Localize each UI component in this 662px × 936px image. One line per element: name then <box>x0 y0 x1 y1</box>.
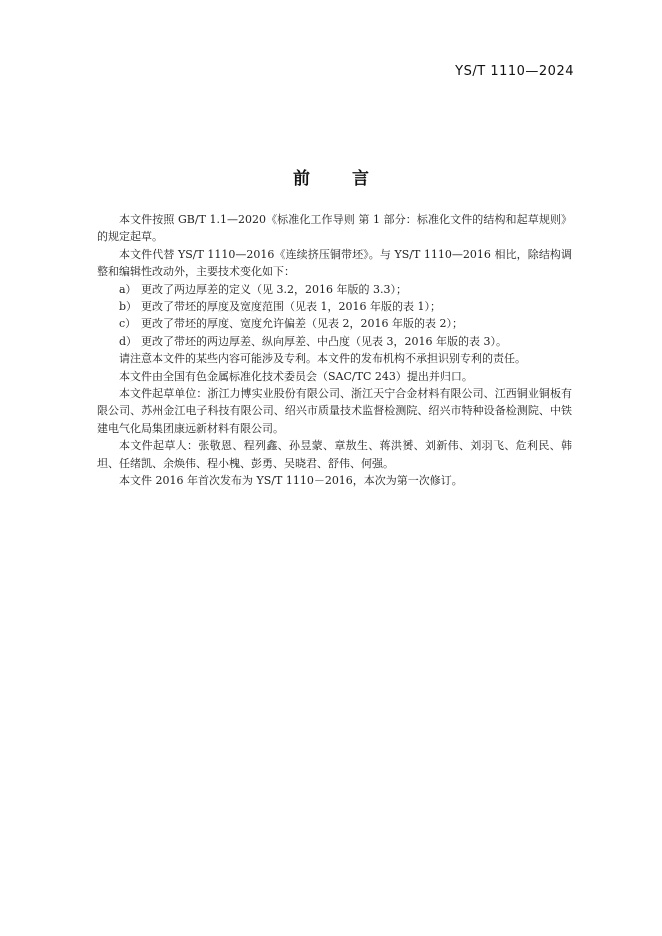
paragraph-replacement: 本文件代替 YS/T 1110—2016《连续挤压铜带坯》。与 YS/T 1110—2016 相比，除结构调整和编辑性改动外，主要技术变化如下： <box>97 247 572 279</box>
paragraph-history: 本文件 2016 年首次发布为 YS/T 1110－2016，本次为第一次修订。 <box>119 474 463 488</box>
list-marker: d） <box>119 334 138 348</box>
list-item <box>97 298 572 315</box>
paragraph-drafting-rules: 本文件按照 GB/T 1.1—2020《标准化工作导则 第 1 部分：标准化文件的结构和起草规则》的规定起草。 <box>97 213 572 244</box>
list-item-text: 更改了带坯的厚度及宽度范围（见表 1，2016 年版的表 1）； <box>141 300 441 314</box>
paragraph-drafters: 本文件起草人：张敬恩、程列鑫、孙昱蒙、章敖生、蒋洪赟、刘新伟、刘羽飞、危利民、韩坦、任绪凯、余焕伟、程小槐、彭勇、吴晓君、舒伟、何强。 <box>97 439 572 470</box>
list-item-text: 更改了带坯的两边厚差、纵向厚差、中凸度（见表 3，2016 年版的表 3）。 <box>141 334 507 348</box>
list-item <box>97 315 572 332</box>
paragraph-patent-notice: 请注意本文件的某些内容可能涉及专利。本文件的发布机构不承担识别专利的责任。 <box>119 352 526 366</box>
list-marker: c） <box>119 317 137 331</box>
list-item-text: 更改了带坯的厚度、宽度允许偏差（见表 2，2016 年版的表 2）； <box>141 317 463 331</box>
foreword-body <box>97 211 572 490</box>
paragraph-committee: 本文件由全国有色金属标准化技术委员会（SAC/TC 243）提出并归口。 <box>119 369 473 383</box>
page-title: 前 言 <box>293 169 387 189</box>
list-item-text: 更改了两边厚差的定义（见 3.2，2016 年版的 3.3）； <box>141 282 407 296</box>
list-marker: a） <box>119 282 137 296</box>
list-marker: b） <box>119 300 138 314</box>
list-item <box>97 281 572 298</box>
document-code: YS/T 1110—2024 <box>455 64 574 79</box>
paragraph-drafting-units: 本文件起草单位：浙江力博实业股份有限公司、浙江天宁合金材料有限公司、江西铜业铜板有限公司、苏州金江电子科技有限公司、绍兴市质量技术监督检测院、绍兴市特种设备检测院、中铁建电气化局集团康远新材料有限公司。 <box>97 387 572 435</box>
list-item <box>97 333 572 350</box>
